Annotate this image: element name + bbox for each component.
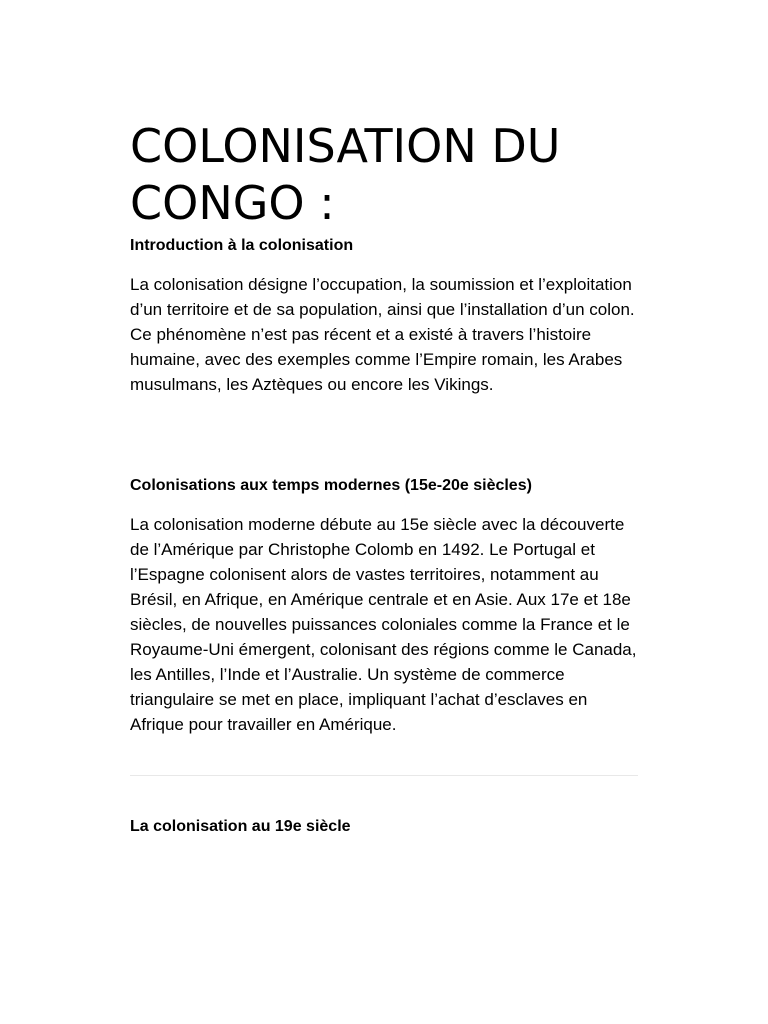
section-heading-modern-colonisation: Colonisations aux temps modernes (15e-20e siècles): [130, 477, 532, 494]
section-divider: [130, 775, 638, 776]
document-title: COLONISATION DU CONGO :: [130, 119, 561, 230]
section-paragraph-introduction: La colonisation désigne l’occupation, la soumission et l’exploitation d’un territoire et de sa population, ainsi que l’installation d’un colon. Ce phénomène n’est pas récent et a existé à travers l’histoire humaine, avec des exemples comme l’Empire romain, les Arabes musulmans, les Aztèques ou encore les Vikings.: [130, 275, 635, 394]
section-paragraph-modern-colonisation: La colonisation moderne débute au 15e siècle avec la découverte de l’Amérique par Christophe Colomb en 1492. Le Portugal et l’Espagne colonisent alors de vastes territoires, notamment au Brésil, en Afrique, en Amérique centrale et en Asie. Aux 17e et 18e siècles, de nouvelles puissances coloniales comme la France et le Royaume-Uni émergent, colonisant des régions comme le Canada, les Antilles, l’Inde et l’Australie. Un système de commerce triangulaire se met en place, impliquant l’achat d’esclaves en Afrique pour travailler en Amérique.: [130, 515, 637, 734]
section-heading-19th-century: La colonisation au 19e siècle: [130, 818, 351, 835]
section-heading-introduction: Introduction à la colonisation: [130, 237, 354, 254]
